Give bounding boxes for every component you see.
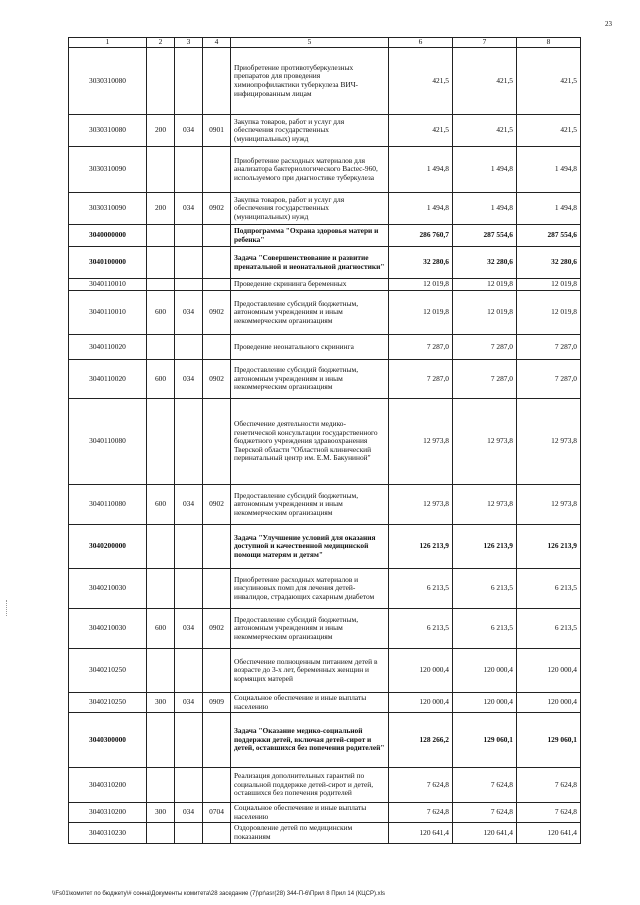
- row-type: [147, 649, 175, 693]
- row-amount-7: 129 060,1: [453, 713, 517, 768]
- row-subsection: 0902: [203, 609, 231, 649]
- row-amount-6: 12 973,8: [389, 399, 453, 485]
- row-amount-8: 1 494,8: [517, 193, 581, 225]
- row-code: 3040110080: [69, 399, 147, 485]
- row-amount-6: 120 641,4: [389, 823, 453, 843]
- row-type: 600: [147, 291, 175, 335]
- row-amount-8: 120 641,4: [517, 823, 581, 843]
- row-subsection: 0909: [203, 693, 231, 713]
- row-amount-6: 120 000,4: [389, 693, 453, 713]
- table-row: [69, 147, 581, 193]
- row-subsection: [203, 147, 231, 193]
- row-description: Задача "Совершенствование и развитие пренатальной и неонатальной диагностики": [231, 247, 389, 279]
- row-section: [175, 569, 203, 609]
- header-cell: 2: [147, 38, 175, 48]
- row-code: 3040110080: [69, 485, 147, 525]
- row-amount-7: 1 494,8: [453, 193, 517, 225]
- table-row: [69, 247, 581, 279]
- row-description: Предоставление субсидий бюджетным, автономным учреждениям и иным некоммерческим организациям: [231, 360, 389, 399]
- row-type: [147, 247, 175, 279]
- row-amount-6: 128 266,2: [389, 713, 453, 768]
- row-amount-8: 421,5: [517, 48, 581, 115]
- row-description: Проведение неонатального скрининга: [231, 335, 389, 360]
- row-subsection: 0704: [203, 803, 231, 823]
- row-type: [147, 823, 175, 843]
- row-code: 3040310200: [69, 768, 147, 803]
- row-code: 3040110020: [69, 360, 147, 399]
- table-row: [69, 225, 581, 247]
- row-amount-6: 6 213,5: [389, 609, 453, 649]
- row-amount-8: 12 973,8: [517, 485, 581, 525]
- row-type: [147, 399, 175, 485]
- row-amount-8: 7 287,0: [517, 360, 581, 399]
- row-amount-7: 126 213,9: [453, 525, 517, 569]
- row-amount-7: 32 280,6: [453, 247, 517, 279]
- row-subsection: [203, 649, 231, 693]
- row-amount-8: 12 973,8: [517, 399, 581, 485]
- row-section: 034: [175, 803, 203, 823]
- row-subsection: [203, 247, 231, 279]
- row-amount-7: 287 554,6: [453, 225, 517, 247]
- row-amount-6: 421,5: [389, 48, 453, 115]
- row-section: [175, 823, 203, 843]
- row-amount-8: 120 000,4: [517, 693, 581, 713]
- row-description: Приобретение расходных материалов и инсулиновых помп для лечения детей-инвалидов, страдающих сахарным диабетом: [231, 569, 389, 609]
- row-description: Закупка товаров, работ и услуг для обеспечения государственных (муниципальных) нужд: [231, 115, 389, 147]
- row-type: [147, 225, 175, 247]
- row-code: 3040000000: [69, 225, 147, 247]
- row-section: [175, 147, 203, 193]
- row-amount-7: 7 624,8: [453, 803, 517, 823]
- row-code: 3040210030: [69, 569, 147, 609]
- header-cell: 4: [203, 38, 231, 48]
- header-cell: 5: [231, 38, 389, 48]
- row-section: 034: [175, 693, 203, 713]
- row-subsection: [203, 569, 231, 609]
- budget-table: [68, 37, 581, 844]
- row-amount-6: 7 624,8: [389, 803, 453, 823]
- row-code: 3040300000: [69, 713, 147, 768]
- row-description: Приобретение противотуберкулезных препаратов для проведения химиопрофилактики туберкулеза ВИЧ-инфицированным лицам: [231, 48, 389, 115]
- row-amount-8: 129 060,1: [517, 713, 581, 768]
- row-amount-8: 7 624,8: [517, 803, 581, 823]
- row-subsection: [203, 335, 231, 360]
- row-code: 3040310200: [69, 803, 147, 823]
- row-amount-8: 126 213,9: [517, 525, 581, 569]
- row-code: 3030310080: [69, 115, 147, 147]
- row-amount-8: 32 280,6: [517, 247, 581, 279]
- row-section: [175, 48, 203, 115]
- row-type: 300: [147, 803, 175, 823]
- row-amount-7: 7 624,8: [453, 768, 517, 803]
- row-code: 3040310230: [69, 823, 147, 843]
- row-description: Проведение скрининга беременных: [231, 279, 389, 291]
- row-code: 3040210250: [69, 649, 147, 693]
- table-row: [69, 360, 581, 399]
- row-amount-7: 12 019,8: [453, 291, 517, 335]
- row-type: [147, 713, 175, 768]
- row-amount-8: 287 554,6: [517, 225, 581, 247]
- table-row: [69, 569, 581, 609]
- file-path-footer: \\Fs01\комитет по бюджету\# сонна\Документы комитета\28 заседание (7)\pr\asr(28) 344-П-6\Прил 8 Прил 14 (КЦСР).xls: [52, 891, 385, 897]
- row-type: 600: [147, 485, 175, 525]
- table-body: [69, 48, 581, 844]
- row-amount-7: 6 213,5: [453, 609, 517, 649]
- row-amount-7: 6 213,5: [453, 569, 517, 609]
- table-row: [69, 525, 581, 569]
- row-amount-6: 12 019,8: [389, 279, 453, 291]
- row-description: Подпрограмма "Охрана здоровья матери и ребенка": [231, 225, 389, 247]
- header-cell: 6: [389, 38, 453, 48]
- row-amount-7: 421,5: [453, 115, 517, 147]
- row-subsection: 0901: [203, 115, 231, 147]
- row-amount-7: 120 641,4: [453, 823, 517, 843]
- table-row: [69, 193, 581, 225]
- row-type: [147, 768, 175, 803]
- header-cell: 3: [175, 38, 203, 48]
- table-row: [69, 649, 581, 693]
- row-code: 3030310090: [69, 193, 147, 225]
- row-subsection: [203, 225, 231, 247]
- row-type: 300: [147, 693, 175, 713]
- table-row: [69, 485, 581, 525]
- row-subsection: 0902: [203, 193, 231, 225]
- row-description: Обеспечение деятельности медико-генетической консультации государственного бюджетного учреждения здравоохранения Тверской области "Областной клинический перинатальный центр им. Е.М. Бакуниной": [231, 399, 389, 485]
- row-amount-6: 12 019,8: [389, 291, 453, 335]
- row-type: [147, 279, 175, 291]
- row-description: Задача "Улучшение условий для оказания доступной и качественной медицинской помощи матерям и детям": [231, 525, 389, 569]
- row-description: Закупка товаров, работ и услуг для обеспечения государственных (муниципальных) нужд: [231, 193, 389, 225]
- table-row: [69, 803, 581, 823]
- row-section: 034: [175, 609, 203, 649]
- row-section: [175, 768, 203, 803]
- row-amount-8: 7 624,8: [517, 768, 581, 803]
- row-amount-6: 32 280,6: [389, 247, 453, 279]
- header-row: [69, 38, 581, 48]
- row-section: [175, 649, 203, 693]
- row-subsection: [203, 48, 231, 115]
- row-amount-7: 12 019,8: [453, 279, 517, 291]
- row-code: 3040100000: [69, 247, 147, 279]
- row-amount-8: 6 213,5: [517, 569, 581, 609]
- row-amount-6: 120 000,4: [389, 649, 453, 693]
- row-section: [175, 247, 203, 279]
- row-type: [147, 48, 175, 115]
- row-amount-7: 120 000,4: [453, 649, 517, 693]
- margin-mark: [6, 600, 8, 616]
- row-section: [175, 225, 203, 247]
- row-subsection: [203, 713, 231, 768]
- table-row: [69, 279, 581, 291]
- table-row: [69, 399, 581, 485]
- row-amount-7: 7 287,0: [453, 335, 517, 360]
- row-subsection: [203, 279, 231, 291]
- row-amount-6: 286 760,7: [389, 225, 453, 247]
- table-row: [69, 115, 581, 147]
- row-section: 034: [175, 360, 203, 399]
- row-amount-6: 12 973,8: [389, 485, 453, 525]
- row-section: [175, 713, 203, 768]
- row-section: 034: [175, 485, 203, 525]
- table-row: [69, 713, 581, 768]
- header-cell: 7: [453, 38, 517, 48]
- row-subsection: [203, 823, 231, 843]
- table-row: [69, 768, 581, 803]
- row-amount-6: 7 287,0: [389, 360, 453, 399]
- page-number: 23: [605, 20, 612, 28]
- row-amount-7: 421,5: [453, 48, 517, 115]
- row-amount-6: 421,5: [389, 115, 453, 147]
- row-amount-7: 7 287,0: [453, 360, 517, 399]
- row-code: 3030310090: [69, 147, 147, 193]
- row-description: Предоставление субсидий бюджетным, автономным учреждениям и иным некоммерческим организациям: [231, 291, 389, 335]
- row-amount-8: 6 213,5: [517, 609, 581, 649]
- row-subsection: 0902: [203, 291, 231, 335]
- row-type: 600: [147, 360, 175, 399]
- row-subsection: [203, 768, 231, 803]
- row-amount-7: 12 973,8: [453, 485, 517, 525]
- row-amount-7: 1 494,8: [453, 147, 517, 193]
- row-description: Предоставление субсидий бюджетным, автономным учреждениям и иным некоммерческим организациям: [231, 609, 389, 649]
- row-amount-8: 7 287,0: [517, 335, 581, 360]
- row-description: Предоставление субсидий бюджетным, автономным учреждениям и иным некоммерческим организациям: [231, 485, 389, 525]
- row-description: Социальное обеспечение и иные выплаты населению: [231, 803, 389, 823]
- row-type: [147, 525, 175, 569]
- table-row: [69, 48, 581, 115]
- row-description: Приобретение расходных материалов для анализатора бактериологического Bactec-960, используемого при диагностике туберкулеза: [231, 147, 389, 193]
- header-cell: 1: [69, 38, 147, 48]
- row-section: [175, 279, 203, 291]
- row-section: [175, 335, 203, 360]
- row-amount-8: 421,5: [517, 115, 581, 147]
- row-amount-6: 1 494,8: [389, 193, 453, 225]
- row-subsection: [203, 399, 231, 485]
- table-row: [69, 609, 581, 649]
- row-description: Обеспечение полноценным питанием детей в возрасте до 3-х лет, беременных женщин и кормящих матерей: [231, 649, 389, 693]
- row-amount-8: 1 494,8: [517, 147, 581, 193]
- row-description: Оздоровление детей по медицинским показаниям: [231, 823, 389, 843]
- header-cell: 8: [517, 38, 581, 48]
- row-code: 3030310080: [69, 48, 147, 115]
- row-code: 3040210030: [69, 609, 147, 649]
- row-type: [147, 569, 175, 609]
- row-type: 200: [147, 115, 175, 147]
- row-subsection: 0902: [203, 485, 231, 525]
- table-row: [69, 335, 581, 360]
- table-row: [69, 823, 581, 843]
- row-amount-8: 12 019,8: [517, 291, 581, 335]
- row-code: 3040110010: [69, 279, 147, 291]
- row-amount-7: 120 000,4: [453, 693, 517, 713]
- row-subsection: [203, 525, 231, 569]
- row-section: 034: [175, 115, 203, 147]
- row-section: 034: [175, 291, 203, 335]
- row-amount-6: 7 287,0: [389, 335, 453, 360]
- row-code: 3040110010: [69, 291, 147, 335]
- row-section: [175, 399, 203, 485]
- row-amount-8: 120 000,4: [517, 649, 581, 693]
- row-amount-8: 12 019,8: [517, 279, 581, 291]
- row-amount-6: 6 213,5: [389, 569, 453, 609]
- row-description: Социальное обеспечение и иные выплаты населению: [231, 693, 389, 713]
- row-code: 3040200000: [69, 525, 147, 569]
- row-description: Реализация дополнительных гарантий по социальной поддержке детей-сирот и детей, оставшихся без попечения родителей: [231, 768, 389, 803]
- row-amount-6: 1 494,8: [389, 147, 453, 193]
- row-type: [147, 147, 175, 193]
- table-row: [69, 693, 581, 713]
- table-row: [69, 291, 581, 335]
- row-amount-6: 126 213,9: [389, 525, 453, 569]
- row-code: 3040110020: [69, 335, 147, 360]
- row-section: 034: [175, 193, 203, 225]
- row-amount-7: 12 973,8: [453, 399, 517, 485]
- row-code: 3040210250: [69, 693, 147, 713]
- row-description: Задача "Оказание медико-социальной поддержки детей, включая детей-сирот и детей, оставшихся без попечения родителей": [231, 713, 389, 768]
- row-type: 600: [147, 609, 175, 649]
- row-subsection: 0902: [203, 360, 231, 399]
- row-type: 200: [147, 193, 175, 225]
- row-amount-6: 7 624,8: [389, 768, 453, 803]
- row-section: [175, 525, 203, 569]
- row-type: [147, 335, 175, 360]
